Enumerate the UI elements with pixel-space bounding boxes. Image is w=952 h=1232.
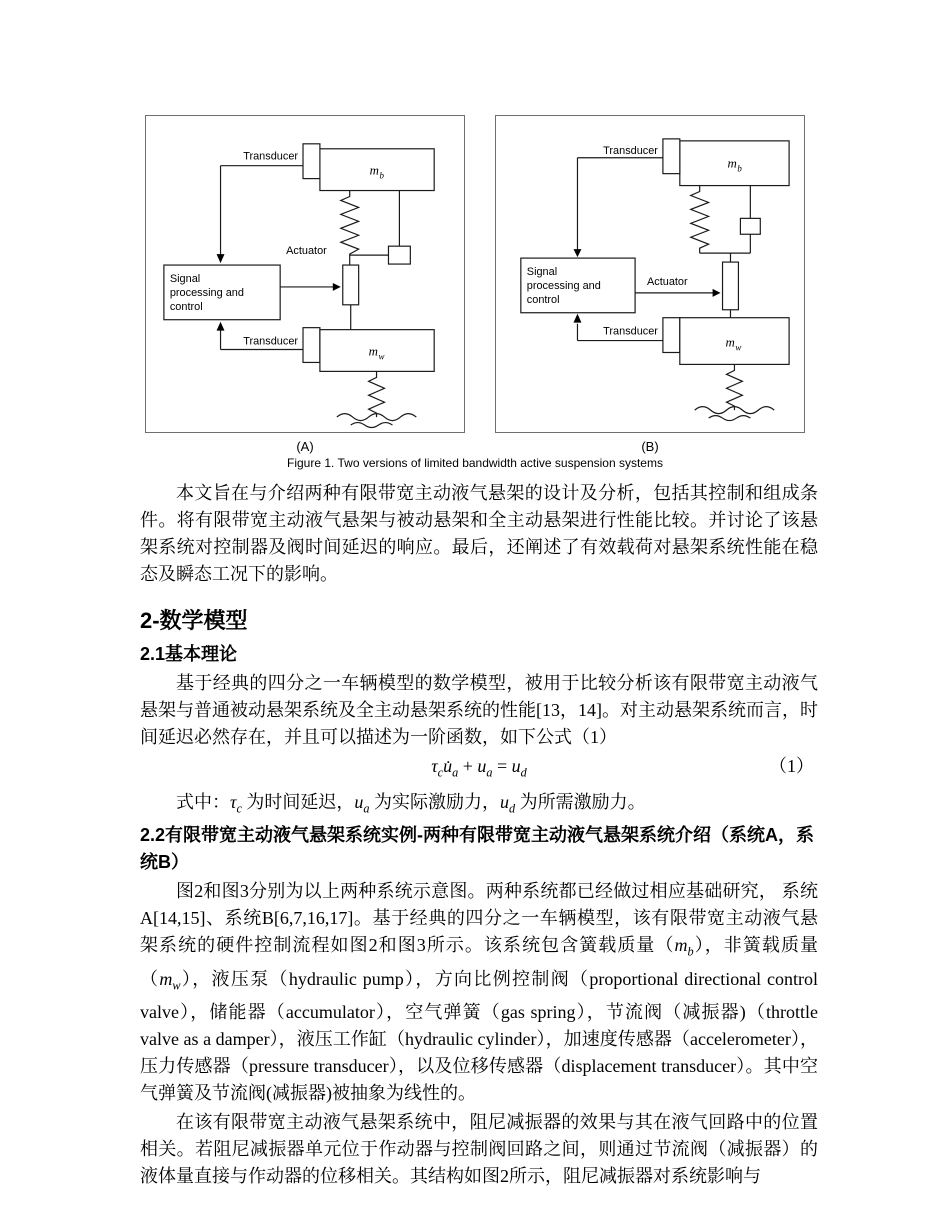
- figure-label-a: (A): [296, 439, 314, 454]
- diagram-a-frame: [145, 115, 465, 433]
- mw-subscript: w: [378, 351, 385, 362]
- mb-subscript: b: [379, 170, 384, 181]
- paragraph-intro: 本文旨在与介绍两种有限带宽主动液气悬架的设计及分析，包括其控制和组成条件。将有限带宽主动液气悬架与被动悬架和全主动悬架进行性能比较。并讨论了该悬架系统对控制器及阀时间延迟的响应。最后，还阐述了有效载荷对悬架系统性能在稳态及瞬态工况下的影响。: [140, 483, 818, 584]
- transducer-label-bottom: Transducer: [603, 325, 658, 338]
- arrowhead-up-icon: [217, 322, 225, 331]
- transducer-box-bottom: [303, 328, 320, 363]
- actuator-label: Actuator: [286, 245, 327, 258]
- arrowhead-right-icon: [713, 289, 721, 297]
- mb-subscript: b: [737, 163, 742, 174]
- mw-symbol: m: [725, 334, 735, 350]
- paragraph-damper-position: 在该有限带宽主动液气悬架系统中，阻尼减振器的效果与其在液气回路中的位置相关。若阻尼减振器单元位于作动器与控制阀回路之间，则通过节流阀（减振器）的液体量直接与作动器的位移相关。其结构如图2所示，阻尼减振器对系统影响与: [140, 1112, 818, 1187]
- arrowhead-down-icon: [573, 249, 581, 257]
- transducer-box-bottom: [663, 318, 680, 353]
- ground-line-2: [709, 416, 751, 421]
- figure-1: [145, 115, 818, 433]
- signal-label-line1: Signal: [169, 272, 201, 285]
- figure-sublabels: [145, 439, 818, 454]
- paragraph-basic-theory: 基于经典的四分之一车辆模型的数学模型，被用于比较分析该有限带宽主动液气悬架与普通被动悬架系统及全主动悬架系统的性能[13，14]。对主动悬架系统而言，时间延迟必然存在，并且可以描述为一阶函数，如下公式（1）: [140, 673, 818, 747]
- mb-symbol: m: [727, 155, 737, 171]
- tire-spring-symbol: [727, 364, 743, 410]
- mw-subscript: w: [735, 342, 742, 353]
- equation-expression: $\tau_cu̇_a + u_a = u_d$: [431, 756, 527, 780]
- damper-symbol: [388, 246, 410, 264]
- figure-caption: Figure 1. Two versions of limited bandwidth active suspension systems: [287, 456, 663, 470]
- diagram-a-blocks: [164, 144, 434, 372]
- signal-label-line3: control: [526, 293, 560, 306]
- ground-line-2: [351, 423, 393, 428]
- signal-label-line2: processing and: [169, 286, 244, 299]
- section-heading-2: 2-数学模型: [140, 608, 248, 633]
- damper-symbol: [740, 218, 760, 234]
- transducer-label-top: Transducer: [243, 150, 299, 163]
- transducer-box-top: [303, 144, 320, 179]
- signal-label-line1: Signal: [526, 265, 558, 278]
- suspension-spring-symbol: [691, 186, 709, 254]
- transducer-box-top: [663, 139, 680, 174]
- paragraph-where-line: 式中：$\tau_c$ 为时间延迟，$u_a$ 为实际激励力，$u_d$ 为所需激励力。: [176, 791, 646, 816]
- arrowhead-up-icon: [573, 314, 581, 323]
- actuator-label: Actuator: [647, 275, 688, 288]
- diagram-b-frame: [495, 115, 805, 433]
- paragraph-system-description: 图2和图3分别为以上两种系统示意图。两种系统都已经做过相应基础研究， 系统A[14,15]、系统B[6,7,16,17]。基于经典的四分之一车辆模型，该有限带宽主动液气悬架系统的硬件控制流程如图2和图3所示。该系统包含簧载质量$(m_b)$，非簧载质量$(m_w)$，液压泵（hydraulic pump），方向比例控制阀（proportional directional control valve），储能器（accumulator），空气弹簧（gas spring），节流阀（减振器)（throttle valve as a damper），液压工作缸（hydraulic cylinder），加速度传感器（accelerometer），压力传感器（pressure transducer），以及位移传感器（displacement transducer）。其中空气弹簧及节流阀(减振器)被抽象为线性的。: [140, 881, 819, 1104]
- suspension-spring-symbol: [341, 191, 359, 266]
- signal-label-line3: control: [169, 300, 203, 313]
- signal-label-line2: processing and: [526, 279, 601, 292]
- equation-number: （1）: [769, 756, 814, 776]
- tire-spring-symbol: [369, 371, 385, 417]
- suspension-diagram-b: [496, 116, 804, 432]
- mw-symbol: m: [368, 343, 378, 359]
- mb-symbol: m: [369, 162, 379, 178]
- transducer-label-bottom: Transducer: [243, 335, 299, 348]
- transducer-label-top: Transducer: [603, 144, 658, 157]
- figure-label-b: (B): [641, 439, 659, 454]
- suspension-diagram-a: [146, 116, 464, 432]
- actuator-box: [343, 265, 359, 305]
- subsection-heading-2-2: 2.2有限带宽主动液气悬架系统实例-两种有限带宽主动液气悬架系统介绍（系统A，系统B）: [140, 825, 815, 873]
- arrowhead-right-icon: [333, 283, 341, 291]
- arrowhead-down-icon: [217, 254, 225, 263]
- actuator-box: [723, 262, 739, 310]
- subsection-heading-2-1: 2.1基本理论: [140, 644, 238, 664]
- equation-1-row: [140, 752, 818, 787]
